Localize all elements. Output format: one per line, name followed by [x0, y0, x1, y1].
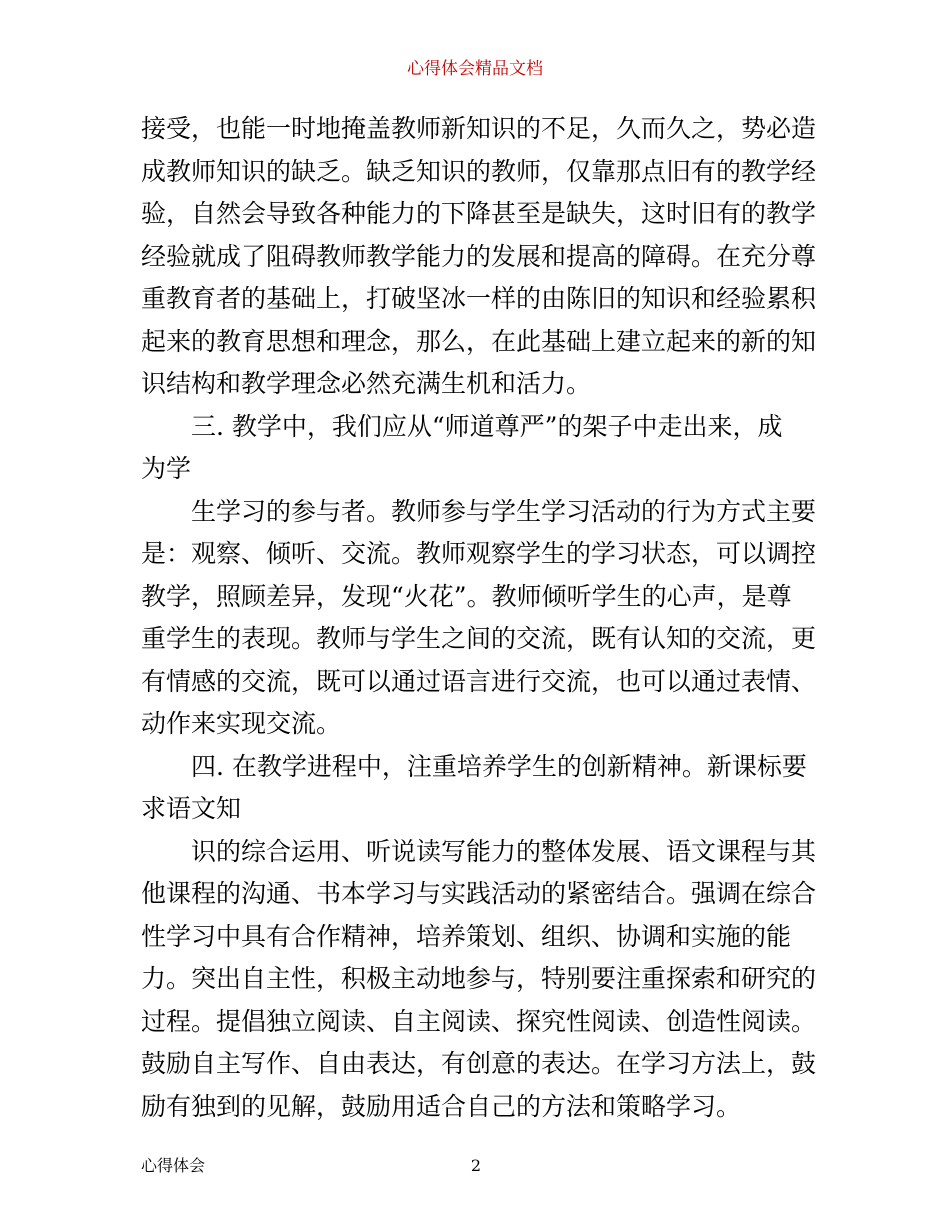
page-number: 2: [470, 1156, 482, 1175]
text-line: 识结构和教学理念必然充满生机和活力。: [141, 369, 592, 398]
text-line: 接受，也能一时地掩盖教师新知识的不足，久而久之，势必造: [141, 114, 817, 143]
text-line: 四. 在教学进程中，注重培养学生的创新精神。新课标要: [191, 751, 807, 781]
text-line: 识的综合运用、听说读写能力的整体发展、语文课程与其: [191, 836, 817, 866]
text-line: 求语文知: [141, 794, 242, 823]
text-line: 验，自然会导致各种能力的下降甚至是缺失，这时旧有的教学: [141, 199, 817, 228]
footer-label: 心得体会: [141, 1156, 206, 1175]
text-line: 他课程的沟通、书本学习与实践活动的紧密结合。强调在综合: [141, 879, 817, 908]
text-line: 生学习的参与者。教师参与学生学习活动的行为方式主要: [191, 496, 817, 526]
text-line: 教学，照顾差异，发现“火花”。教师倾听学生的心声，是尊: [141, 581, 792, 611]
text-line: 三. 教学中，我们应从“师道尊严”的架子中走出来，成: [191, 411, 783, 441]
paragraph: [141, 108, 821, 406]
paragraph: [141, 491, 821, 746]
text-line: 起来的教育思想和理念，那么，在此基础上建立起来的新的知: [141, 326, 817, 356]
section-heading-paragraph: [141, 406, 821, 491]
text-line: 动作来实现交流。: [141, 709, 342, 738]
section-heading-paragraph: [141, 746, 821, 831]
text-line: 励有独到的见解，鼓励用适合自己的方法和策略学习。: [141, 1091, 742, 1121]
text-line: 有情感的交流，既可以通过语言进行交流，也可以通过表情、: [141, 666, 817, 696]
page-header-title: 心得体会精品文档: [407, 59, 543, 79]
text-line: 鼓励自主写作、自由表达，有创意的表达。在学习方法上，鼓: [141, 1049, 817, 1078]
text-line: 性学习中具有合作精神，培养策划、组织、协调和实施的能: [141, 921, 792, 951]
text-line: 重学生的表现。教师与学生之间的交流，既有认知的交流，更: [141, 624, 817, 653]
text-line: 重教育者的基础上，打破坚冰一样的由陈旧的知识和经验累积: [141, 284, 817, 313]
document-body: [141, 108, 821, 1128]
text-line: 是：观察、倾听、交流。教师观察学生的学习状态，可以调控: [141, 539, 817, 568]
text-line: 为学: [141, 454, 192, 483]
paragraph: [141, 831, 821, 1129]
text-line: 过程。提倡独立阅读、自主阅读、探究性阅读、创造性阅读。: [141, 1006, 817, 1036]
text-line: 力。突出自主性，积极主动地参与，特别要注重探索和研究的: [141, 964, 817, 993]
text-line: 成教师知识的缺乏。缺乏知识的教师，仅靠那点旧有的教学经: [141, 156, 817, 186]
text-line: 经验就成了阻碍教师教学能力的发展和提高的障碍。在充分尊: [141, 241, 817, 271]
